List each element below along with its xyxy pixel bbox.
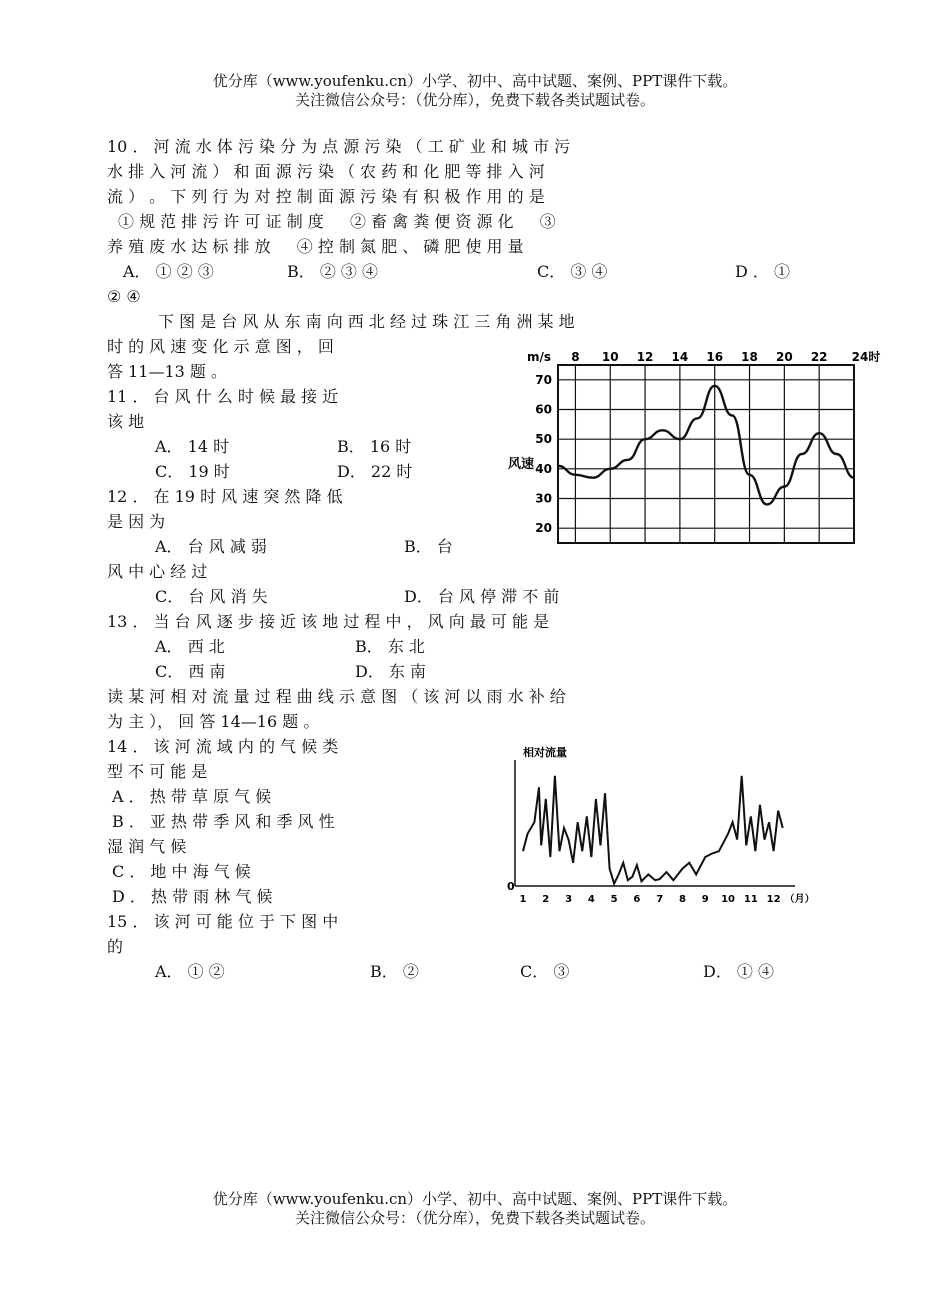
q11-option-d: D． 22 时 [337, 462, 413, 481]
x-tick-label: 22 [810, 350, 828, 364]
q11-option-b: B． 16 时 [337, 437, 412, 456]
x-tick-label: 7 [656, 894, 664, 905]
q12-option-b-cont: 风 中 心 经 过 [107, 562, 208, 581]
q11-option-a: A． 14 时 [155, 437, 230, 456]
wind-speed-chart [505, 343, 881, 553]
q10-line-1: 10 ． 河 流 水 体 污 染 分 为 点 源 污 染 （ 工 矿 业 和 城 市 污 [107, 137, 571, 156]
x-tick-label: 1 [519, 894, 527, 905]
q13-option-a: A． 西 北 [155, 637, 225, 656]
x-tick-label: 3 [565, 894, 573, 905]
x-tick-label: 9 [701, 894, 709, 905]
x-tick-label: 20 [776, 350, 793, 364]
unit-label: m/s [527, 350, 552, 364]
q12-line-1: 12 ． 在 19 时 风 速 突 然 降 低 [107, 487, 343, 506]
intro2-line-1: 读 某 河 相 对 流 量 过 程 曲 线 示 意 图 （ 该 河 以 雨 水 补 给 [107, 687, 566, 706]
q13-line-1: 13 ． 当 台 风 逐 步 接 近 该 地 过 程 中 ， 风 向 最 可 能 是 [107, 612, 550, 631]
x-tick-label: 8 [571, 350, 580, 364]
page-footer [0, 1190, 950, 1228]
x-tick-label: 11 [743, 894, 758, 905]
header-line-1: 优分库（www.youfenku.cn）小学、初中、高中试题、案例、PPT课件下载。 [212, 72, 738, 90]
q10-line-5: 养 殖 废 水 达 标 排 放 ④ 控 制 氮 肥 、 磷 肥 使 用 量 [107, 237, 524, 256]
q15-line-2: 的 [107, 937, 124, 956]
q10-line-3: 流 ） 。 下 列 行 为 对 控 制 面 源 污 染 有 积 极 作 用 的 是 [107, 187, 545, 206]
footer-line-1: 优分库（www.youfenku.cn）小学、初中、高中试题、案例、PPT课件下载。 [212, 1190, 738, 1208]
q15-line-1: 15 ． 该 河 可 能 位 于 下 图 中 [107, 912, 339, 931]
q10-line-4: ① 规 范 排 污 许 可 证 制 度 ② 畜 禽 粪 便 资 源 化 ③ [118, 212, 556, 231]
q15-option-c: C． ③ [520, 962, 570, 981]
q14-option-b-cont: 湿 润 气 候 [107, 837, 187, 856]
q10-option-b: B． ② ③ ④ [287, 262, 379, 281]
x-tick-label: 4 [587, 894, 595, 905]
q12-line-2: 是 因 为 [107, 512, 166, 531]
intro1-line-3: 答 11—13 题 。 [107, 362, 227, 381]
q14-line-2: 型 不 可 能 是 [107, 762, 208, 781]
q15-option-a: A． ① ② [155, 962, 225, 981]
intro2-line-2: 为 主 ）， 回 答 14—16 题 。 [107, 712, 320, 731]
q10-option-c: C． ③ ④ [537, 262, 608, 281]
relative-flow-line [523, 776, 783, 884]
footer-line-2: 关注微信公众号：（优分库），免费下载各类试题试卷。 [294, 1209, 655, 1227]
x-tick-label: 5 [610, 894, 618, 905]
intro1-line-1: 下 图 是 台 风 从 东 南 向 西 北 经 过 珠 江 三 角 洲 某 地 [158, 312, 575, 331]
q10-line-2: 水 排 入 河 流 ） 和 面 源 污 染 （ 农 药 和 化 肥 等 排 入 河 [107, 162, 545, 181]
page-header [0, 72, 950, 110]
y-tick-label: 30 [535, 491, 552, 506]
y-tick-label: 40 [535, 461, 552, 476]
q15-option-b: B． ② [370, 962, 419, 981]
y-axis-label: 相对流量 [523, 746, 567, 759]
q12-option-d: D． 台 风 停 滞 不 前 [404, 587, 560, 606]
q13-option-c: C． 西 南 [155, 662, 226, 681]
q12-option-b: B． 台 [404, 537, 453, 556]
x-tick-label: 12 [766, 894, 781, 905]
y-tick-label: 70 [535, 372, 552, 387]
x-tick-label: 18 [741, 350, 758, 364]
q10-option-a: A． ① ② ③ [123, 262, 214, 281]
q12-option-a: A． 台 风 减 弱 [155, 537, 267, 556]
q15-option-d: D． ① ④ [703, 962, 775, 981]
plot-frame [558, 365, 854, 543]
origin-label: 0 [507, 880, 515, 893]
x-tick-label: 10 [721, 894, 736, 905]
x-tick-label: 8 [678, 894, 686, 905]
x-tick-label: 14 [671, 350, 689, 364]
x-tick-label: 12 [636, 350, 654, 364]
x-tick-label: 24时 [851, 350, 881, 364]
wind-speed-line [558, 386, 854, 505]
q11-line-2: 该 地 [107, 412, 145, 431]
q14-option-d: D ． 热 带 雨 林 气 候 [112, 887, 273, 906]
x-tick-label: 16 [706, 350, 724, 364]
intro1-line-2: 时 的 风 速 变 化 示 意 图 ， 回 [107, 337, 334, 356]
q11-option-c: C． 19 时 [155, 462, 230, 481]
y-tick-label: 50 [535, 432, 552, 447]
q13-option-d: D． 东 南 [355, 662, 427, 681]
y-tick-label: 60 [535, 402, 552, 417]
q10-option-d-cont: ② ④ [107, 287, 141, 306]
q14-line-1: 14 ． 该 河 流 域 内 的 气 候 类 [107, 737, 339, 756]
x-tick-label: 2 [542, 894, 550, 905]
q11-line-1: 11 ． 台 风 什 么 时 候 最 接 近 [107, 387, 339, 406]
header-line-2: 关注微信公众号：（优分库），免费下载各类试题试卷。 [294, 91, 655, 109]
q12-option-c: C． 台 风 消 失 [155, 587, 268, 606]
relative-flow-chart [505, 740, 820, 910]
q10-option-d: D ． ① [735, 262, 791, 281]
y-tick-label: 20 [535, 521, 552, 536]
q13-option-b: B． 东 北 [355, 637, 425, 656]
q14-option-c: C ． 地 中 海 气 候 [112, 862, 251, 881]
q14-option-a: A ． 热 带 草 原 气 候 [112, 787, 272, 806]
q14-option-b: B ． 亚 热 带 季 风 和 季 风 性 [112, 812, 335, 831]
y-axis-label: 风速 [508, 456, 535, 472]
x-tick-label: 6 [633, 894, 641, 905]
x-tick-label: 10 [601, 350, 619, 364]
x-tick-label: （月） [784, 894, 815, 905]
